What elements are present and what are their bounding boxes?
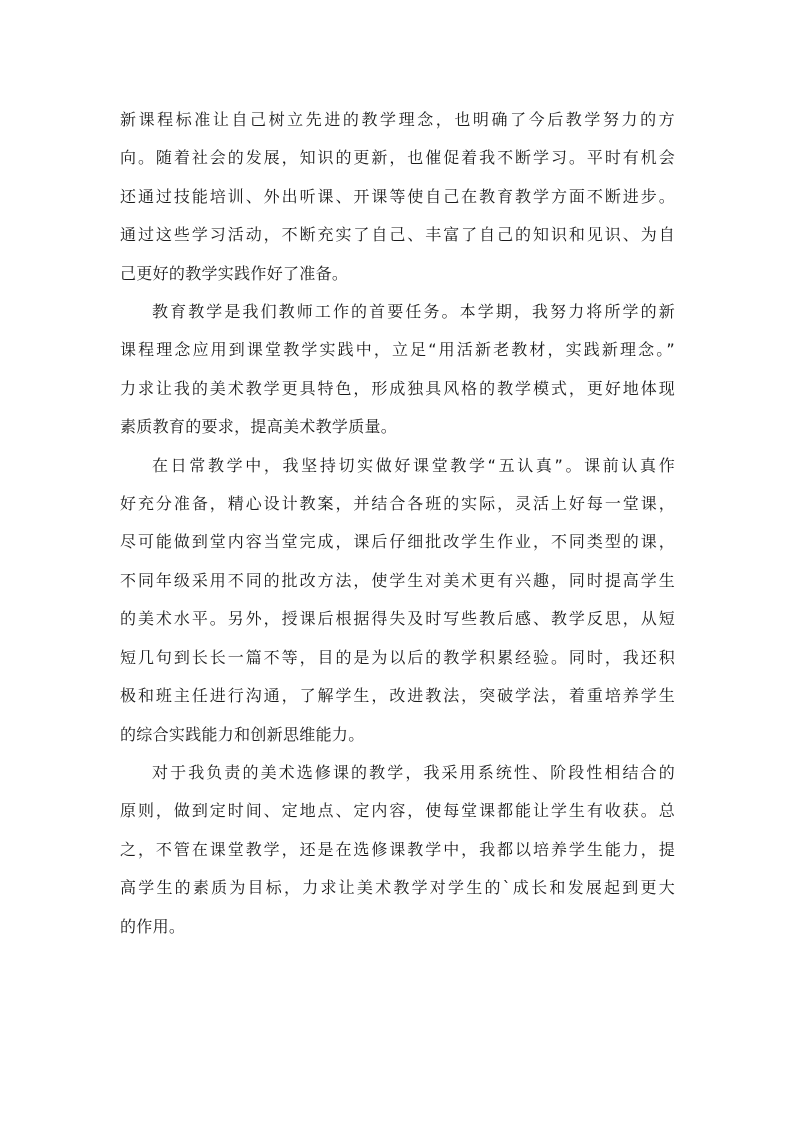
paragraph-line: 之，不管在课堂教学，还是在选修课教学中，我都以培养学生能力，提	[120, 839, 675, 859]
paragraph-line: 尽可能做到堂内容当堂完成，课后仔细批改学生作业，不同类型的课，	[120, 532, 675, 552]
paragraph-line: 高学生的素质为目标，力求让美术教学对学生的`成长和发展起到更大	[120, 878, 675, 898]
paragraph-line: 对于我负责的美术选修课的教学，我采用系统性、阶段性相结合的	[152, 762, 675, 782]
paragraph-line: 向。随着社会的发展，知识的更新，也催促着我不断学习。平时有机会	[120, 148, 675, 168]
paragraph-line: 的作用。	[120, 916, 186, 936]
paragraph-line: 还通过技能培训、外出听课、开课等使自己在教育教学方面不断进步。	[120, 186, 675, 206]
paragraph-line: 素质教育的要求，提高美术教学质量。	[120, 417, 398, 437]
paragraph-line: 极和班主任进行沟通，了解学生，改进教法，突破学法，着重培养学生	[120, 686, 675, 706]
paragraph-2	[120, 293, 675, 447]
paragraph-line: 通过这些学习活动，不断充实了自己、丰富了自己的知识和见识、为自	[120, 225, 675, 245]
paragraph-line: 新课程标准让自己树立先进的教学理念，也明确了今后教学努力的方	[120, 110, 675, 129]
paragraph-line: 好充分准备，精心设计教案，并结合各班的实际，灵活上好每一堂课，	[120, 494, 675, 514]
paragraph-line: 在日常教学中，我坚持切实做好课堂教学“五认真”。课前认真作	[152, 455, 675, 475]
paragraph-line: 课程理念应用到课堂教学实践中，立足“用活新老教材，实践新理念。”	[120, 340, 675, 360]
paragraph-line: 原则，做到定时间、定地点、定内容，使每堂课都能让学生有收获。总	[120, 801, 675, 821]
paragraph-4	[120, 754, 675, 946]
paragraph-line: 力求让我的美术教学更具特色，形成独具风格的教学模式，更好地体现	[120, 378, 675, 398]
paragraph-1	[120, 101, 675, 293]
paragraph-line: 己更好的教学实践作好了准备。	[120, 263, 349, 283]
paragraph-line: 不同年级采用不同的批改方法，使学生对美术更有兴趣，同时提高学生	[120, 570, 675, 590]
paragraph-line: 短几句到长长一篇不等，目的是为以后的教学积累经验。同时，我还积	[120, 647, 675, 667]
paragraph-line: 的美术水平。另外，授课后根据得失及时写些教后感、教学反思，从短	[120, 609, 675, 629]
paragraph-3	[120, 447, 675, 754]
document-body	[120, 101, 675, 946]
paragraph-line: 的综合实践能力和创新思维能力。	[120, 724, 365, 744]
paragraph-line: 教育教学是我们教师工作的首要任务。本学期，我努力将所学的新	[152, 302, 675, 322]
